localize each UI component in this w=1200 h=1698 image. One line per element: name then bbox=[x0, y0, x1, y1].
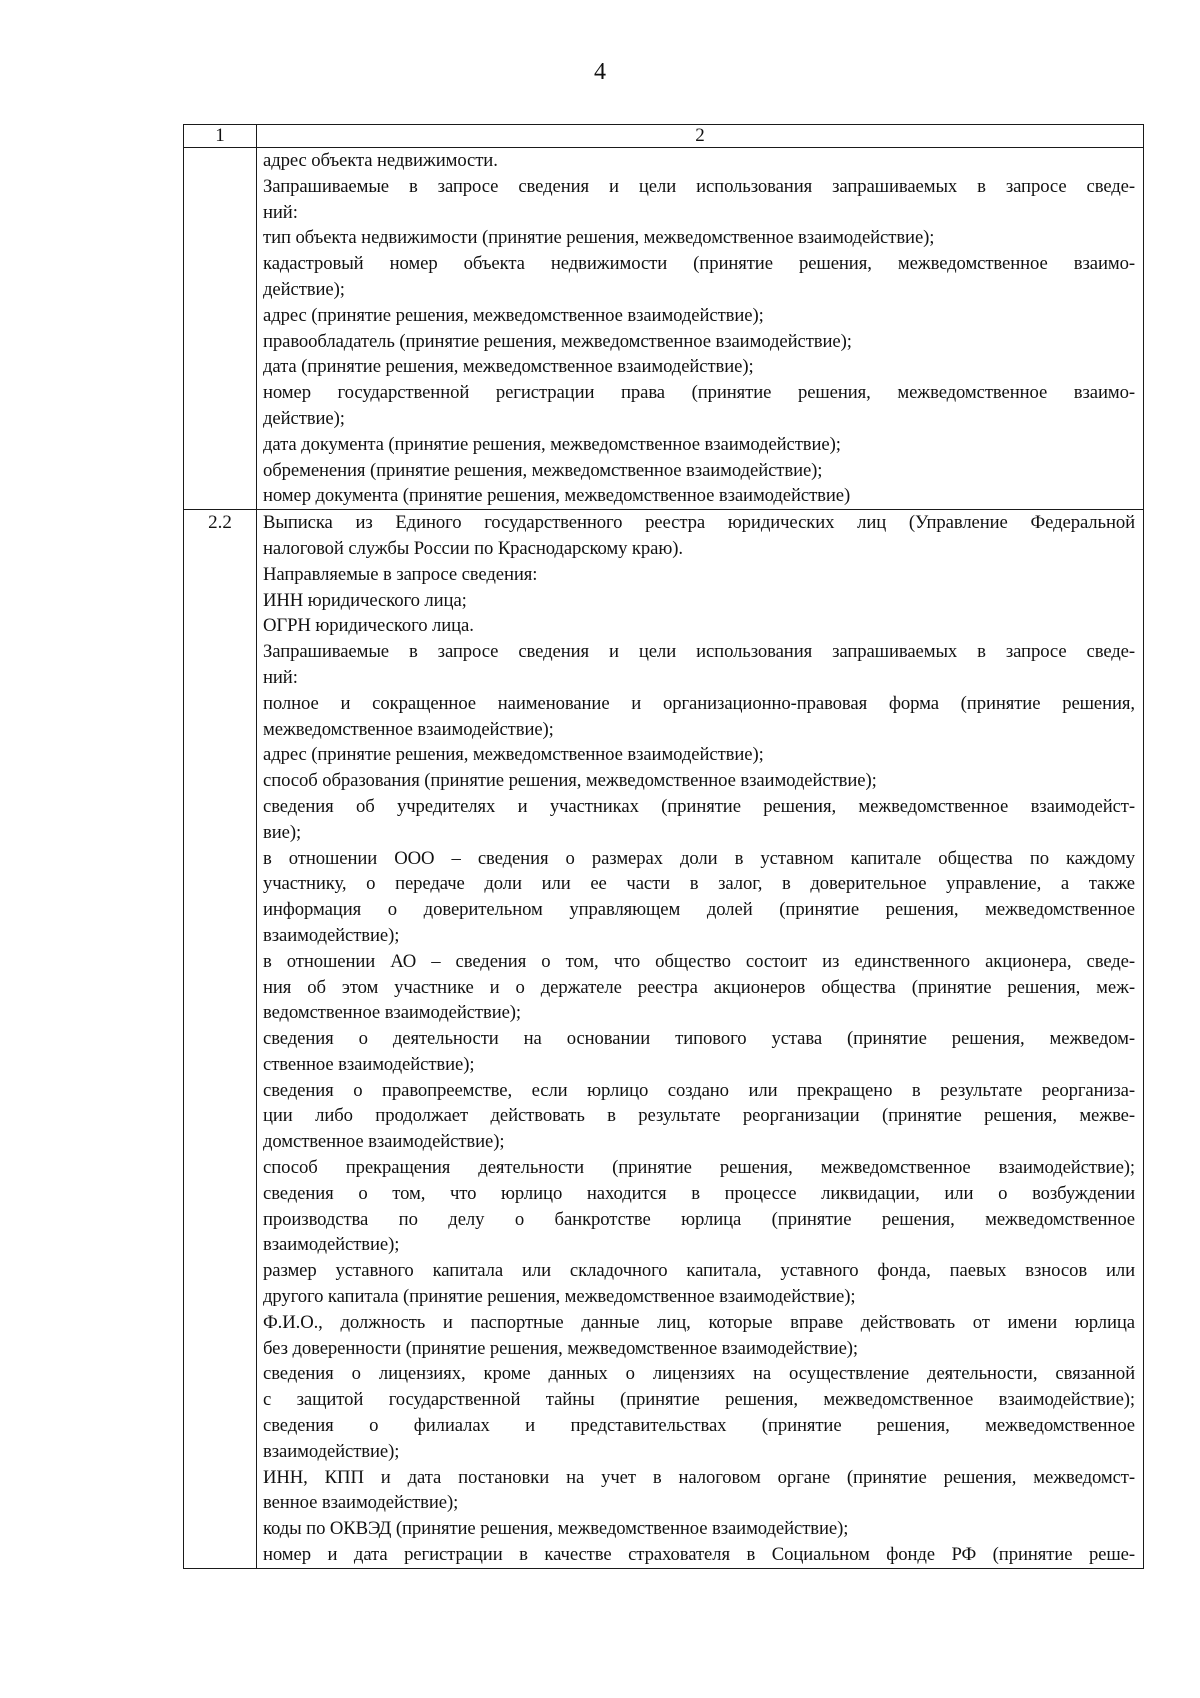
row-text-cell bbox=[257, 148, 1144, 510]
text-line: ИНН юридического лица; bbox=[263, 589, 467, 611]
text-line: вие); bbox=[263, 821, 302, 843]
text-line: без доверенности (принятие решения, межведомственное взаимодействие); bbox=[263, 1337, 858, 1359]
text-line: другого капитала (принятие решения, межведомственное взаимодействие); bbox=[263, 1286, 856, 1308]
header-col-text: 2 bbox=[257, 125, 1144, 148]
text-line: номер и дата регистрации в качестве страхователя в Социальном фонде РФ (принятие реше- bbox=[263, 1544, 1135, 1566]
text-line: действие); bbox=[263, 278, 345, 300]
text-line: ний: bbox=[263, 201, 298, 223]
text-line: сведения об учредителях и участниках (принятие решения, межведомственное взаимодейст- bbox=[263, 795, 1135, 817]
text-line: сведения о деятельности на основании типового устава (принятие решения, межведом- bbox=[263, 1028, 1135, 1050]
text-line: ведомственное взаимодействие); bbox=[263, 1002, 522, 1024]
text-line: размер уставного капитала или складочного капитала, уставного фонда, паевых взносов или bbox=[263, 1260, 1135, 1282]
text-line: Выписка из Единого государственного реестра юридических лиц (Управление Федеральной bbox=[263, 512, 1135, 534]
text-line: дата (принятие решения, межведомственное взаимодействие); bbox=[263, 356, 754, 378]
text-line: венное взаимодействие); bbox=[263, 1492, 459, 1514]
table-row-2-2 bbox=[184, 510, 1144, 1569]
table-row-continued bbox=[184, 148, 1144, 510]
row-text-lines bbox=[263, 510, 1135, 1568]
text-line: домственное взаимодействие); bbox=[263, 1131, 505, 1153]
text-line: налоговой службы России по Краснодарскому краю). bbox=[263, 537, 683, 559]
document-table bbox=[183, 124, 1144, 1569]
text-line: ции либо продолжает действовать в результате реорганизации (принятие решения, межве- bbox=[263, 1105, 1135, 1127]
text-line: информация о доверительном управляющем долей (принятие решения, межведомственное bbox=[263, 899, 1135, 921]
text-line: номер государственной регистрации права (принятие решения, межведомственное взаимо- bbox=[263, 382, 1135, 404]
text-line: правообладатель (принятие решения, межведомственное взаимодействие); bbox=[263, 330, 852, 352]
text-line: обременения (принятие решения, межведомственное взаимодействие); bbox=[263, 459, 823, 481]
text-line: ОГРН юридического лица. bbox=[263, 615, 474, 637]
text-line: сведения о правопреемстве, если юрлицо создано или прекращено в результате реорганиза- bbox=[263, 1079, 1135, 1101]
text-line: Направляемые в запросе сведения: bbox=[263, 563, 538, 585]
text-line: сведения о филиалах и представительствах (принятие решения, межведомственное bbox=[263, 1415, 1135, 1437]
text-line: с защитой государственной тайны (принятие решения, межведомственное взаимодействие); bbox=[263, 1389, 1135, 1411]
text-line: взаимодействие); bbox=[263, 924, 400, 946]
text-line: сведения о лицензиях, кроме данных о лицензиях на осуществление деятельности, связанной bbox=[263, 1363, 1135, 1385]
text-line: дата документа (принятие решения, межведомственное взаимодействие); bbox=[263, 433, 841, 455]
text-line: участнику, о передаче доли или ее части в залог, в доверительное управление, а также bbox=[263, 873, 1135, 895]
text-line: ний: bbox=[263, 666, 298, 688]
row-text-cell bbox=[257, 510, 1144, 1569]
text-line: полное и сокращенное наименование и организационно-правовая форма (принятие решения, bbox=[263, 692, 1135, 714]
table-header-row bbox=[184, 125, 1144, 148]
header-col-number: 1 bbox=[184, 125, 257, 148]
text-line: номер документа (принятие решения, межведомственное взаимодействие) bbox=[263, 485, 851, 507]
text-line: Ф.И.О., должность и паспортные данные лиц, которые вправе действовать от имени юрлица bbox=[263, 1311, 1135, 1333]
text-line: адрес (принятие решения, межведомственное взаимодействие); bbox=[263, 304, 764, 326]
page-number: 4 bbox=[594, 59, 606, 85]
text-line: межведомственное взаимодействие); bbox=[263, 718, 554, 740]
text-line: в отношении ООО – сведения о размерах доли в уставном капитале общества по каждому bbox=[263, 847, 1135, 869]
text-line: взаимодействие); bbox=[263, 1440, 400, 1462]
text-line: взаимодействие); bbox=[263, 1234, 400, 1256]
row-number-cell bbox=[184, 148, 257, 510]
text-line: Запрашиваемые в запросе сведения и цели использования запрашиваемых в запросе сведе- bbox=[263, 175, 1135, 197]
text-line: способ образования (принятие решения, межведомственное взаимодействие); bbox=[263, 770, 877, 792]
text-line: в отношении АО – сведения о том, что общество состоит из единственного акционера, сведе- bbox=[263, 950, 1135, 972]
text-line: тип объекта недвижимости (принятие решения, межведомственное взаимодействие); bbox=[263, 227, 935, 249]
text-line: кадастровый номер объекта недвижимости (принятие решения, межведомственное взаимо- bbox=[263, 253, 1135, 275]
text-line: ния об этом участнике и о держателе реестра акционеров общества (принятие решения, меж- bbox=[263, 976, 1135, 998]
text-line: способ прекращения деятельности (принятие решения, межведомственное взаимодействие); bbox=[263, 1157, 1135, 1179]
text-line: ственное взаимодействие); bbox=[263, 1053, 475, 1075]
text-line: ИНН, КПП и дата постановки на учет в налоговом органе (принятие решения, межведомст- bbox=[263, 1466, 1135, 1488]
text-line: действие); bbox=[263, 407, 345, 429]
row-text-lines bbox=[263, 148, 1135, 509]
row-number-cell: 2.2 bbox=[184, 510, 257, 1569]
text-line: коды по ОКВЭД (принятие решения, межведомственное взаимодействие); bbox=[263, 1518, 849, 1540]
text-line: адрес (принятие решения, межведомственное взаимодействие); bbox=[263, 744, 764, 766]
text-line: адрес объекта недвижимости. bbox=[263, 150, 498, 171]
text-line: Запрашиваемые в запросе сведения и цели использования запрашиваемых в запросе сведе- bbox=[263, 641, 1135, 663]
text-line: сведения о том, что юрлицо находится в процессе ликвидации, или о возбуждении bbox=[263, 1182, 1135, 1204]
text-line: производства по делу о банкротстве юрлица (принятие решения, межведомственное bbox=[263, 1208, 1135, 1230]
